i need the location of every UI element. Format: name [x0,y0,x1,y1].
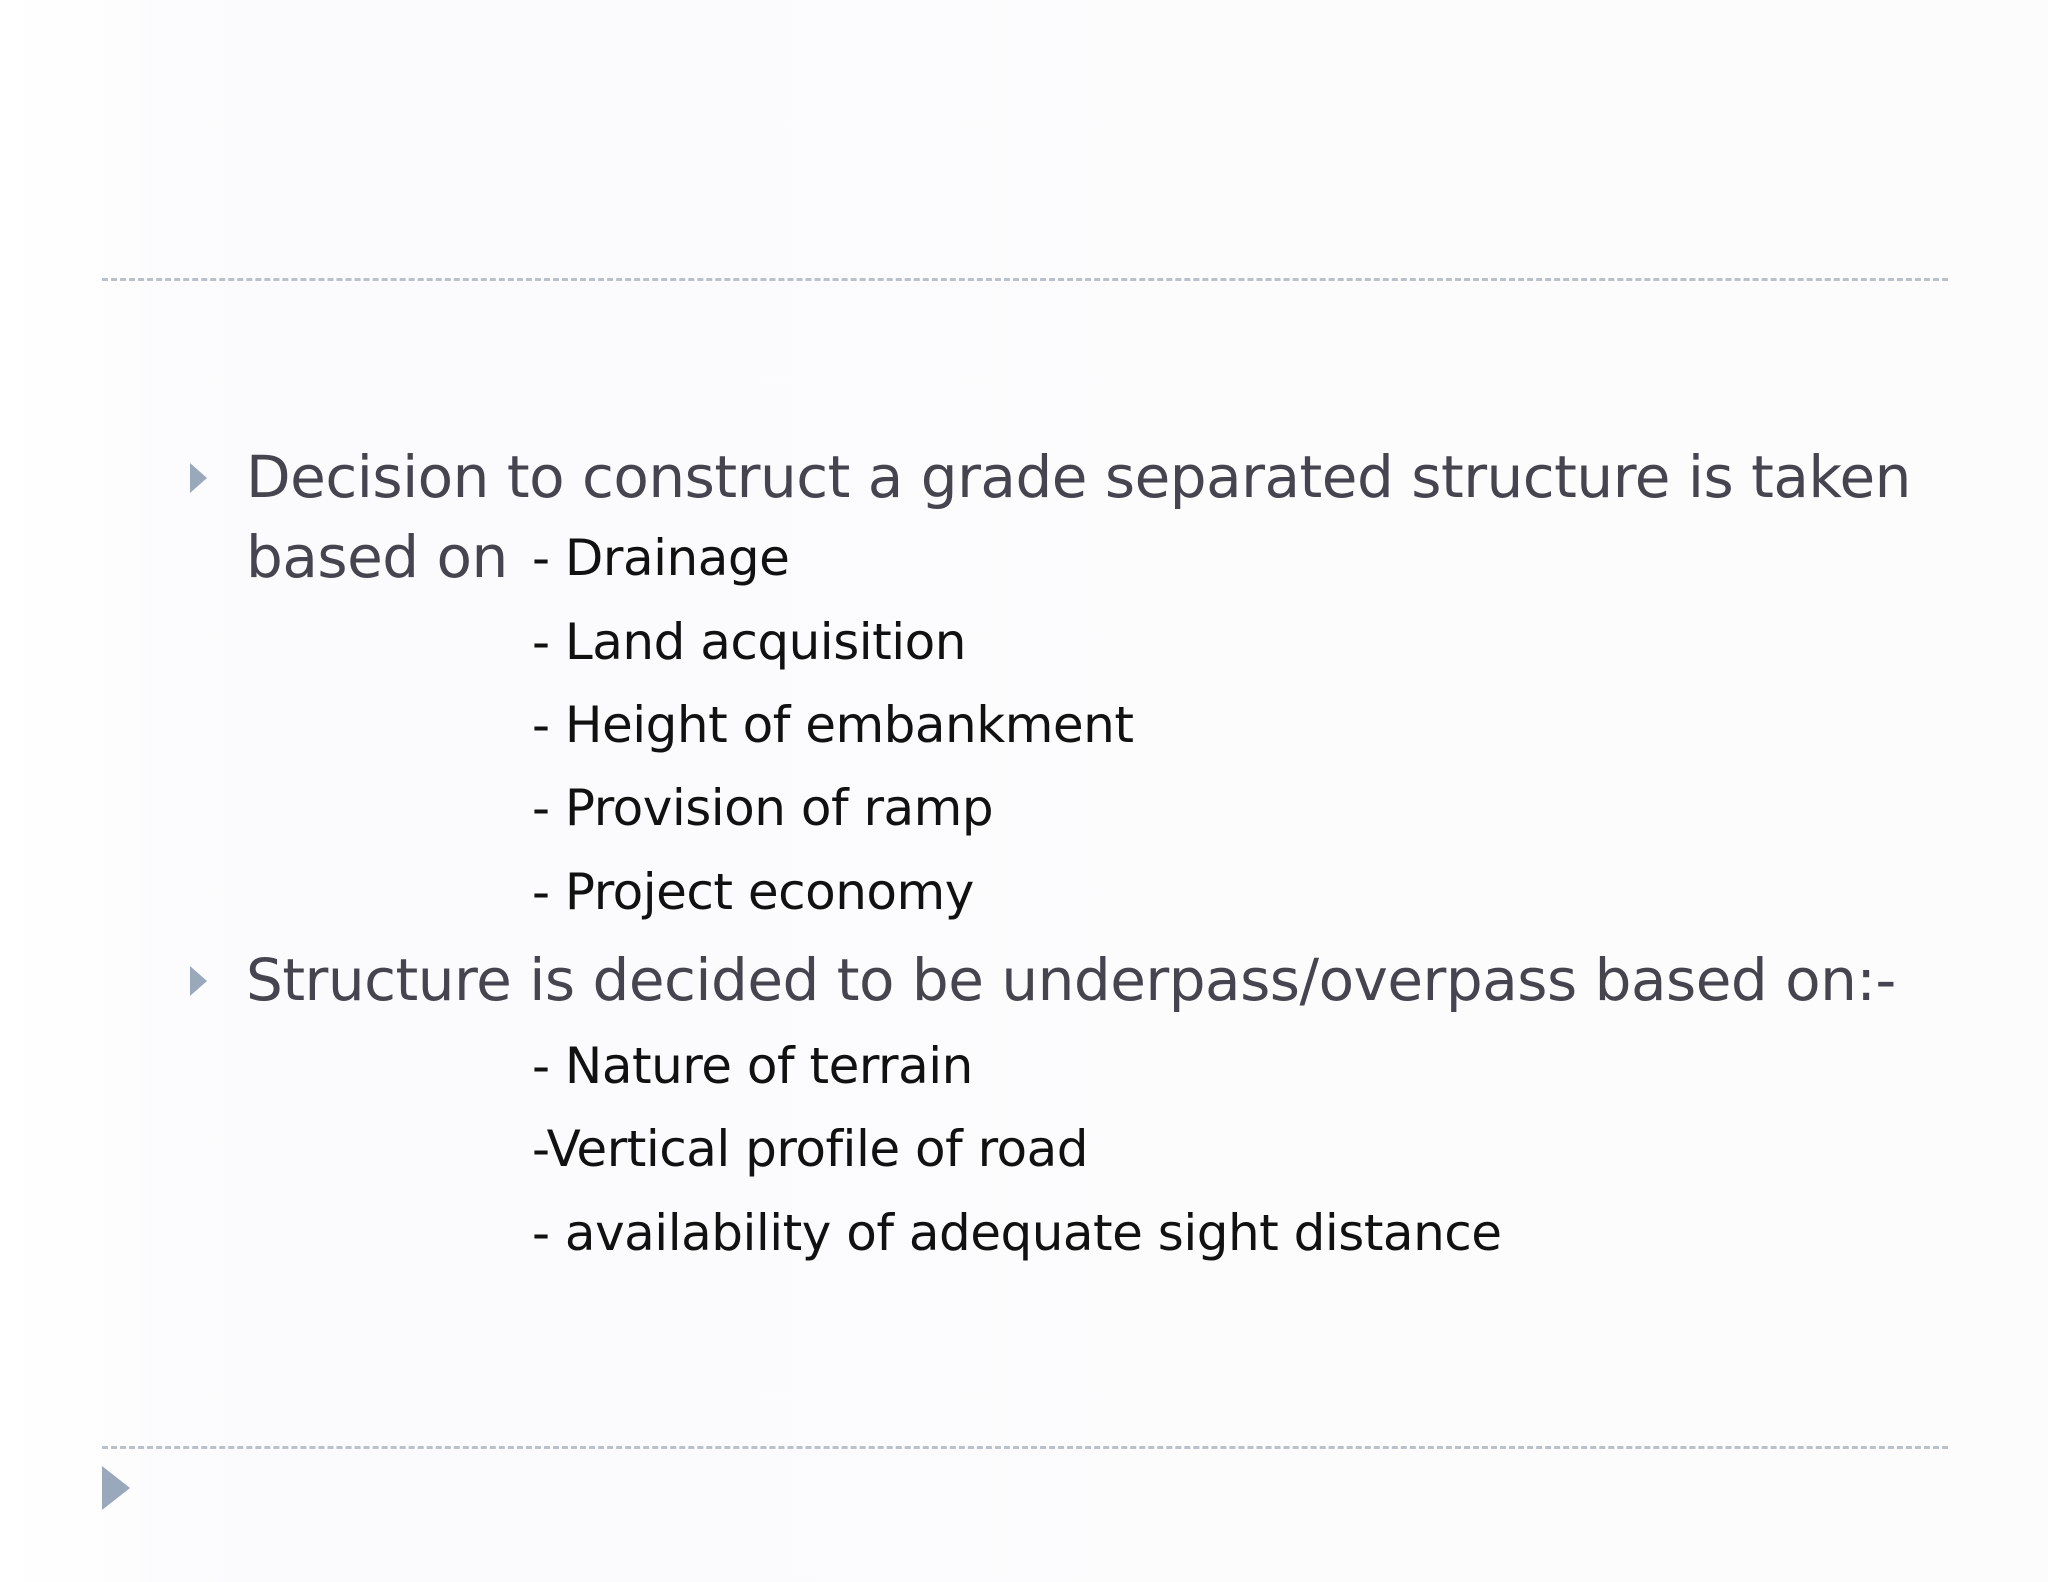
bullet-arrow-icon [190,463,207,493]
bullet-1-line-2: based on [246,523,508,591]
bullet-1-line-1: Decision to construct a grade separated structure is taken [246,443,1911,511]
sub-item-nature-of-terrain: - Nature of terrain [532,1037,973,1095]
sub-item-project-economy: - Project economy [532,863,974,921]
sub-item-land-acquisition: - Land acquisition [532,613,966,671]
bottom-divider [102,1446,1948,1449]
corner-arrow-icon [102,1466,130,1510]
bullet-2-line-1: Structure is decided to be underpass/overpass based on:- [246,946,1896,1014]
sub-item-vertical-profile: -Vertical profile of road [532,1120,1089,1178]
top-divider [102,278,1948,281]
bullet-arrow-icon [190,966,207,996]
sub-item-sight-distance: - availability of adequate sight distance [532,1204,1502,1262]
sub-item-provision-of-ramp: - Provision of ramp [532,779,994,837]
sub-item-height-of-embankment: - Height of embankment [532,696,1134,754]
sub-item-drainage: - Drainage [532,529,790,587]
